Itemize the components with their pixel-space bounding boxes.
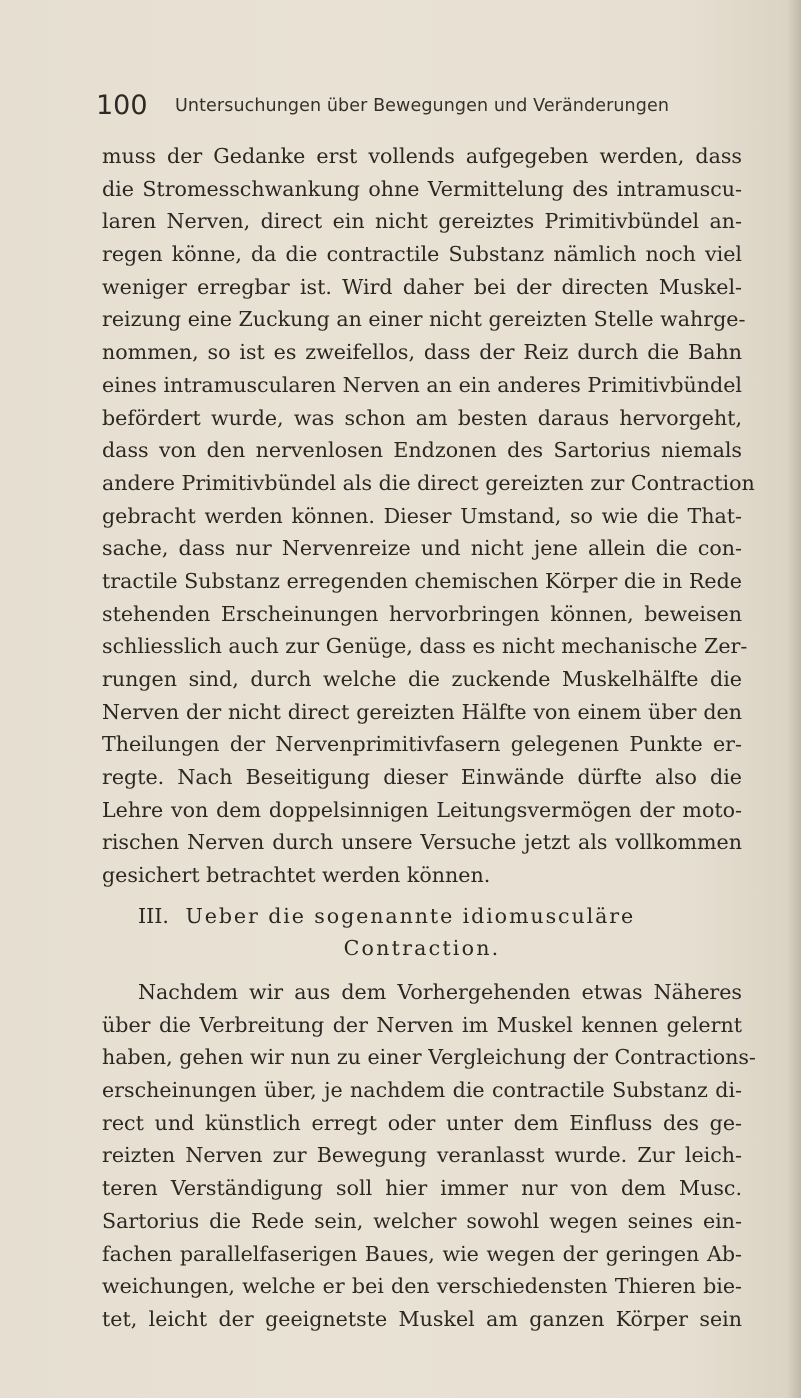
text-line: eines intramuscularen Nerven an ein anderes Primitivbündel [102,372,742,397]
text-line: befördert wurde, was schon am besten daraus hervorgeht, [102,405,742,430]
paragraph-2 [102,976,756,1336]
text-line: rischen Nerven durch unsere Versuche jetzt als vollkommen [102,830,742,855]
text-line: weichungen, welche er bei den verschiedensten Thieren bie- [102,1274,742,1299]
text-line: tractile Substanz erregenden chemischen Körper die in Rede [102,568,742,593]
text-line: Nerven der nicht direct gereizten Hälfte von einem über den [102,699,742,724]
text-line: die Stromesschwankung ohne Vermittelung des intramuscu- [102,176,742,201]
section-title: Ueber die sogenannte idiomusculäre [185,904,636,928]
text-line: Lehre von dem doppelsinnigen Leitungsvermögen der moto- [102,797,742,822]
text-line: dass von den nervenlosen Endzonen des Sartorius niemals [102,438,742,463]
text-line: gesichert betrachtet werden können. [102,863,491,888]
text-line: Sartorius die Rede sein, welcher sowohl wegen seines ein- [102,1208,742,1233]
text-line: reizten Nerven zur Bewegung veranlasst wurde. Zur leich- [102,1143,742,1168]
section-title-continuation: Contraction. [343,936,501,960]
page-number: 100 [96,90,148,121]
text-line: rungen sind, durch welche die zuckende Muskelhälfte die [102,667,742,691]
text-line: schliesslich auch zur Genüge, dass es nicht mechanische Zer- [102,634,748,659]
text-line: rect und künstlich erregt oder unter dem Einfluss des ge- [102,1110,742,1135]
text-line: über die Verbreitung der Nerven im Muskel kennen gelernt [102,1012,742,1037]
text-line: reizung eine Zuckung an einer nicht gereizten Stelle wahrge- [102,307,746,332]
text-line: andere Primitivbündel als die direct gereizten zur Contraction [102,470,755,495]
text-line: regte. Nach Beseitigung dieser Einwände dürfte also die [102,765,742,790]
text-line: erscheinungen über, je nachdem die contractile Substanz di- [102,1078,742,1103]
text-line: tet, leicht der geeignetste Muskel am ganzen Körper sein [102,1306,742,1331]
text-line: haben, gehen wir nun zu einer Vergleichung der Contractions- [102,1045,756,1070]
text-line: fachen parallelfaserigen Baues, wie wegen der geringen Ab- [102,1241,742,1266]
running-head: Untersuchungen über Bewegungen und Veränderungen [175,96,670,116]
text-line: nommen, so ist es zweifellos, dass der Reiz durch die Bahn [102,340,742,365]
text-line: teren Verständigung soll hier immer nur von dem Musc. [102,1176,742,1201]
text-line: muss der Gedanke erst vollends aufgegeben werden, dass [102,144,742,168]
text-line: Theilungen der Nervenprimitivfasern gelegenen Punkte er- [102,732,742,757]
section-heading [102,900,742,964]
section-number: III. [138,904,169,928]
text-line: gebracht werden können. Dieser Umstand, so wie die That- [102,503,742,528]
text-line: sache, dass nur Nervenreize und nicht jene allein die con- [102,536,742,561]
page-header [96,88,716,128]
text-line: regen könne, da die contractile Substanz nämlich noch viel [102,242,742,267]
text-line: laren Nerven, direct ein nicht gereiztes Primitivbündel an- [102,209,742,234]
text-line: weniger erregbar ist. Wird daher bei der directen Muskel- [102,274,742,299]
text-line: Nachdem wir aus dem Vorhergehenden etwas Näheres [138,980,742,1004]
section-heading-line [102,900,742,932]
paragraph-1 [102,140,755,892]
text-line: stehenden Erscheinungen hervorbringen können, beweisen [102,601,742,626]
page-edge-shadow [787,0,801,1398]
